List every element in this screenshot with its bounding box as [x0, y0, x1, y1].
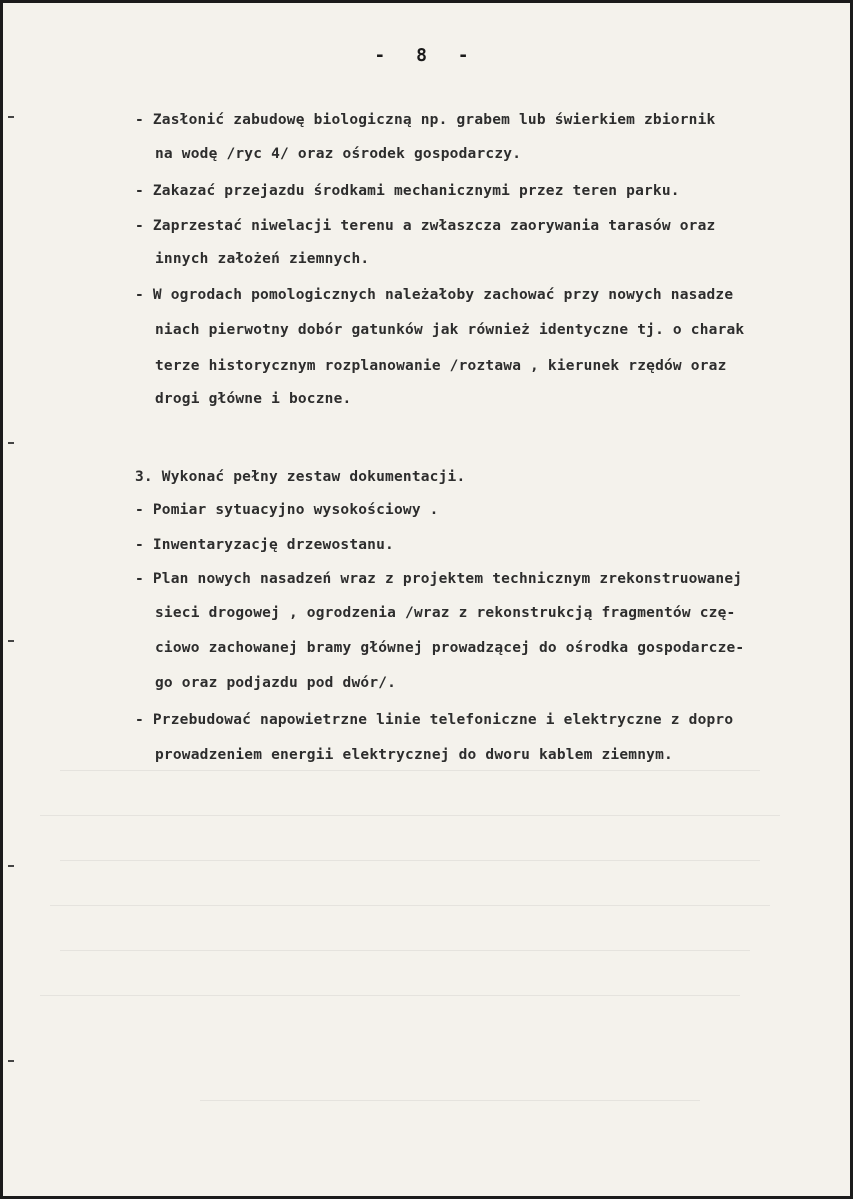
bleed-through-line — [50, 905, 770, 906]
text-line-2: na wodę /ryc 4/ oraz ośrodek gospodarczy. — [155, 146, 522, 162]
text-line-16: go oraz podjazdu pod dwór/. — [155, 675, 397, 691]
bleed-through-line — [200, 1100, 700, 1101]
text-line-6: - W ogrodach pomologicznych należałoby zachować przy nowych nasadze — [135, 287, 734, 303]
page-number: - 8 - — [374, 45, 479, 66]
text-line-9: drogi główne i boczne. — [155, 391, 352, 407]
text-line-11: - Pomiar sytuacyjno wysokościowy . — [135, 502, 439, 518]
bleed-through-line — [40, 995, 740, 996]
text-line-3: - Zakazać przejazdu środkami mechanicznymi przez teren parku. — [135, 183, 680, 199]
bleed-through-line — [60, 770, 760, 771]
text-line-4: - Zaprzestać niwelacji terenu a zwłaszcza zaorywania tarasów oraz — [135, 218, 716, 234]
bleed-through-line — [40, 815, 780, 816]
text-line-17: - Przebudować napowietrzne linie telefoniczne i elektryczne z dopro — [135, 712, 734, 728]
margin-mark — [8, 640, 14, 642]
text-line-8: terze historycznym rozplanowanie /roztawa , kierunek rzędów oraz — [155, 358, 727, 374]
margin-mark — [8, 1060, 14, 1062]
text-line-12: - Inwentaryzację drzewostanu. — [135, 537, 394, 553]
bleed-through-line — [60, 860, 760, 861]
margin-mark — [8, 442, 14, 444]
text-line-7: niach pierwotny dobór gatunków jak również identyczne tj. o charak — [155, 322, 745, 338]
margin-mark — [8, 865, 14, 867]
margin-mark — [8, 116, 14, 118]
bleed-through-line — [60, 950, 750, 951]
text-line-1: - Zasłonić zabudowę biologiczną np. grabem lub świerkiem zbiornik — [135, 112, 716, 128]
text-line-5: innych założeń ziemnych. — [155, 251, 370, 267]
text-line-10: 3. Wykonać pełny zestaw dokumentacji. — [135, 469, 466, 485]
text-line-13: - Plan nowych nasadzeń wraz z projektem technicznym zrekonstruowanej — [135, 571, 743, 587]
text-line-15: ciowo zachowanej bramy głównej prowadzącej do ośrodka gospodarcze- — [155, 640, 745, 656]
text-line-14: sieci drogowej , ogrodzenia /wraz z rekonstrukcją fragmentów czę- — [155, 605, 736, 621]
text-line-18: prowadzeniem energii elektrycznej do dworu kablem ziemnym. — [155, 747, 673, 763]
